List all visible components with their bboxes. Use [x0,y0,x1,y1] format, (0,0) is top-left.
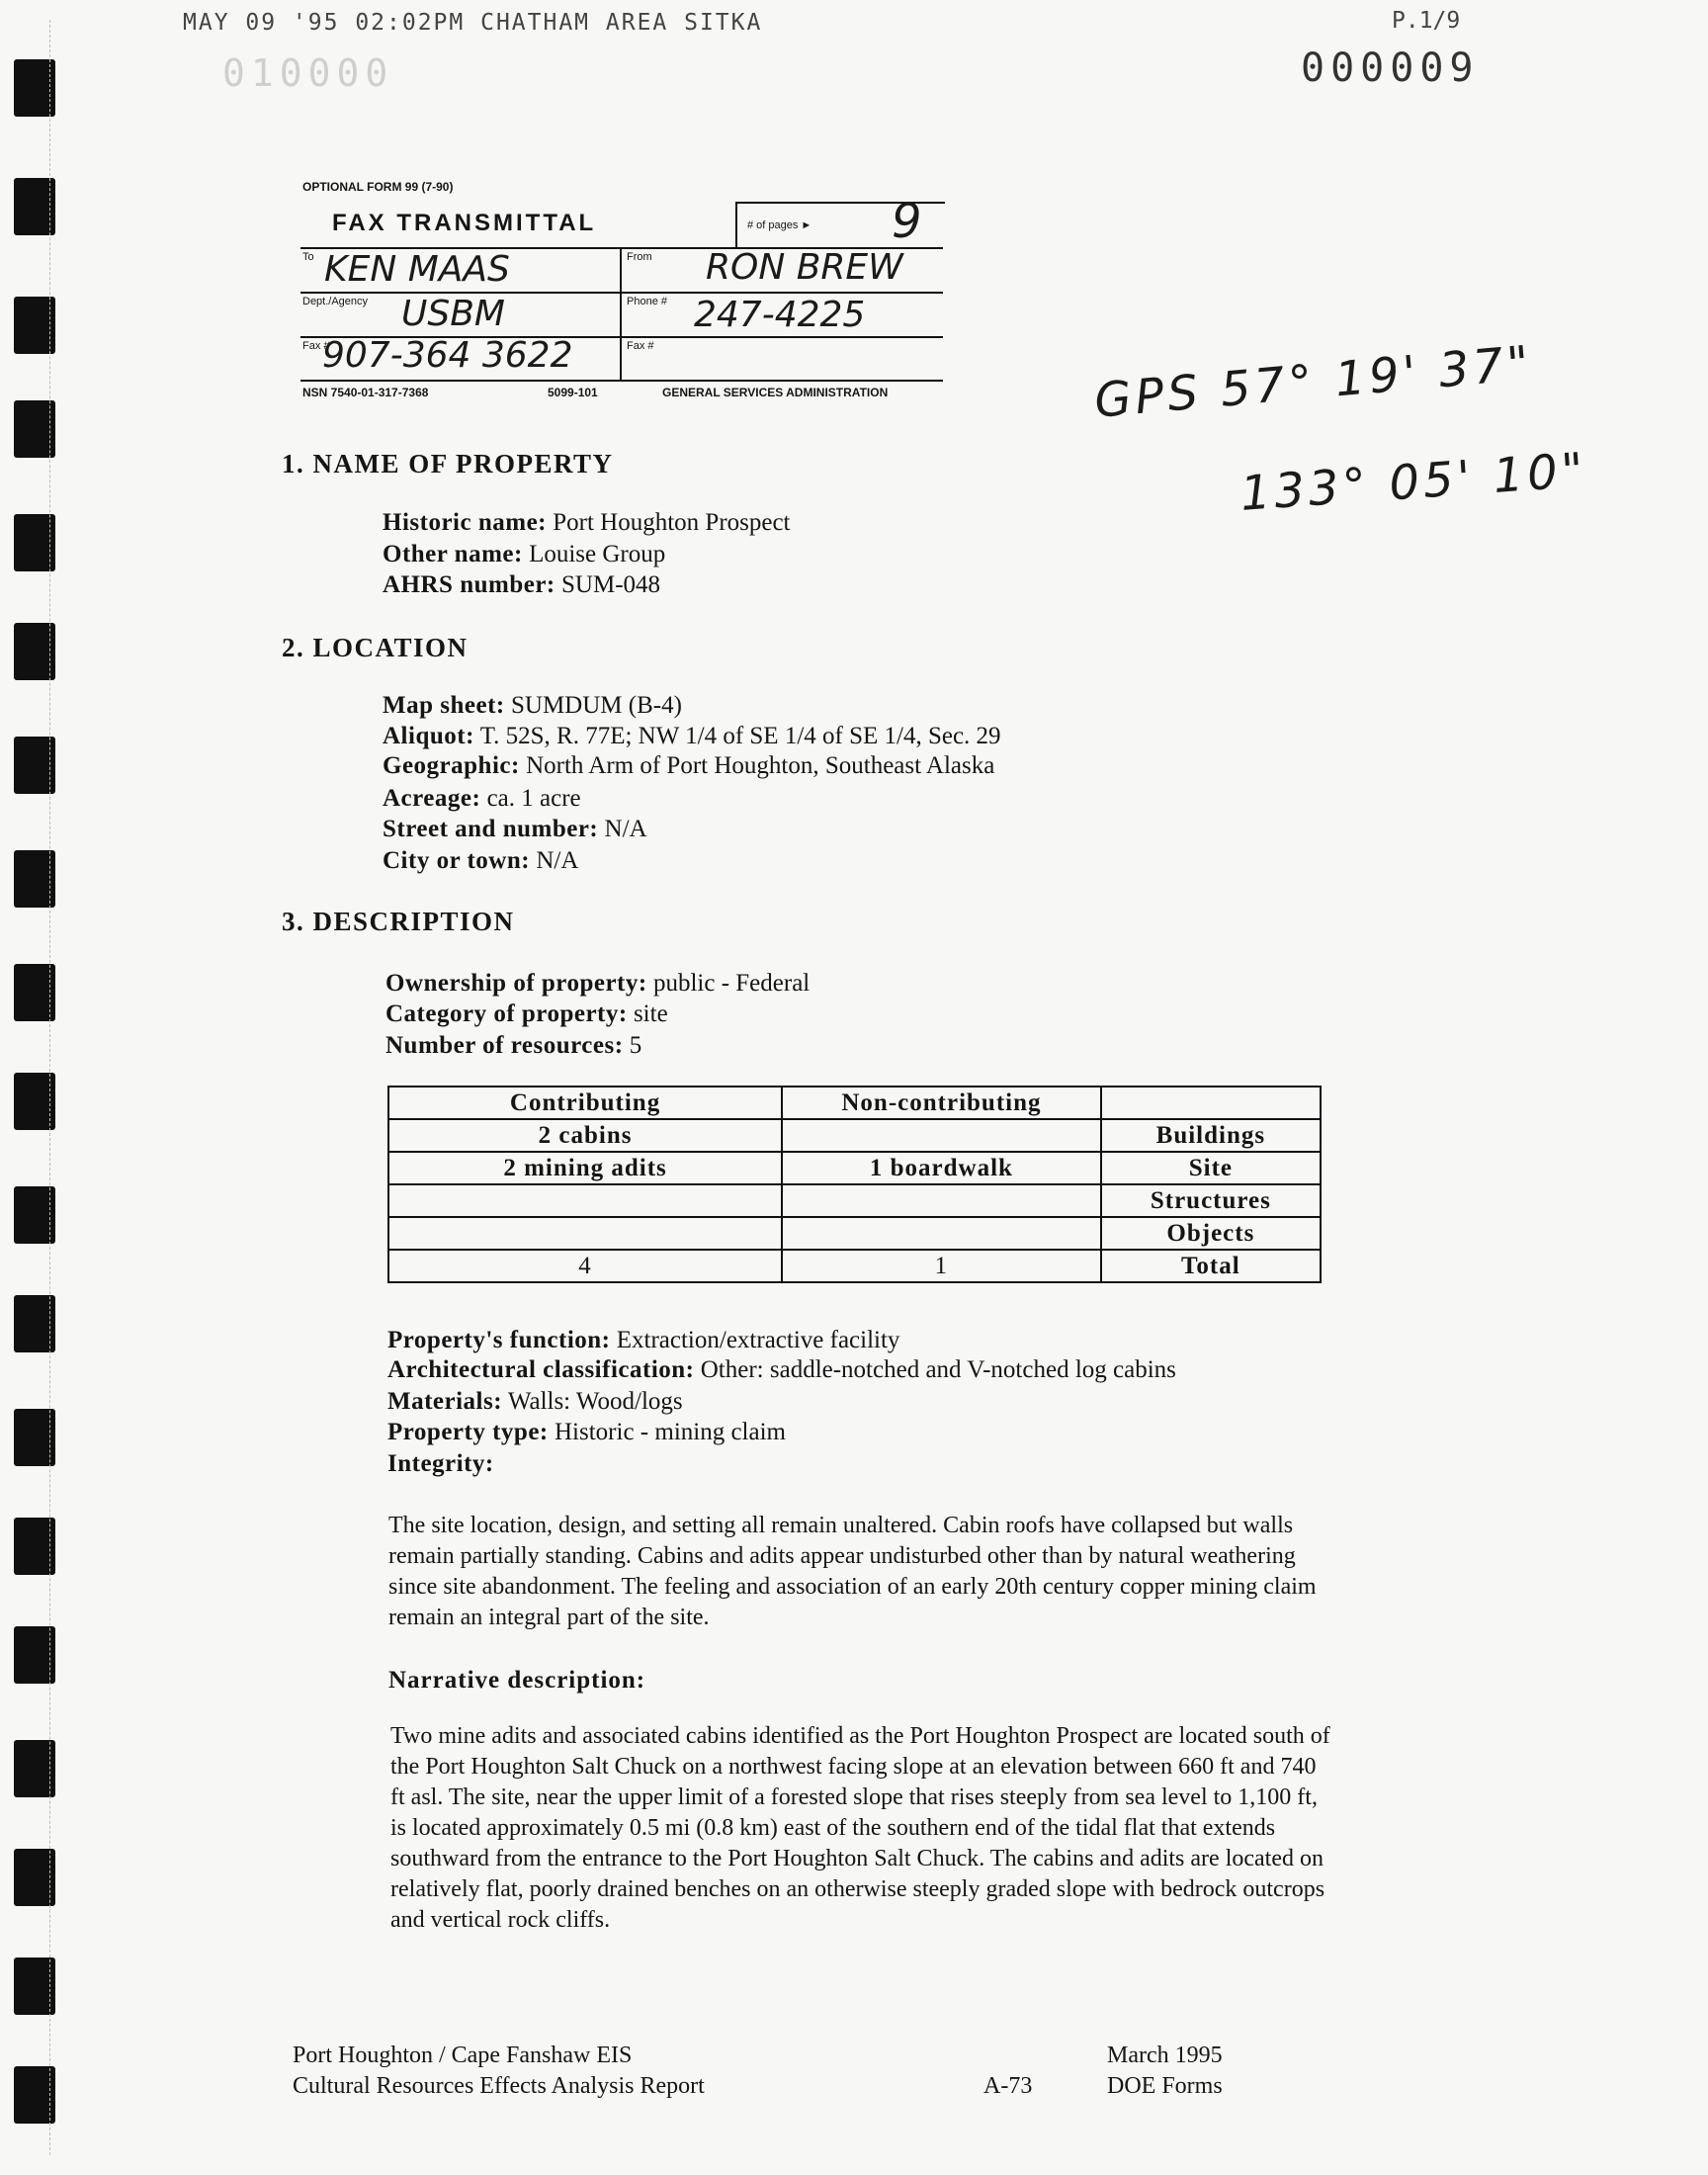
form-rule [300,380,943,382]
pages-label: # of pages ► [747,219,812,231]
section-heading-location: 2. LOCATION [282,633,469,662]
footer-report-title: Port Houghton / Cape Fanshaw EIS [293,2043,633,2068]
from-label: From [627,251,652,263]
phone-label: Phone # [627,296,667,307]
nsn-code: NSN 7540-01-317-7368 [302,386,429,399]
table-cell [388,1184,782,1217]
field-label: Map sheet: [383,692,505,719]
form-divider [620,247,622,382]
table-cell: 1 [782,1250,1101,1282]
field-label: Geographic: [383,752,520,779]
resources-table [387,1086,1322,1283]
field-label: Other name: [383,541,523,567]
paragraph-line: remain an integral part of the site. [388,1605,710,1630]
ahrs-number-field [383,569,660,600]
aliquot-field [383,721,1001,751]
fax-value: 907-364 3622 [322,335,573,376]
dept-value: USBM [401,294,505,334]
field-value: Port Houghton Prospect [553,509,791,536]
integrity-paragraph [388,1511,1466,1633]
field-value: 5 [629,1032,642,1059]
field-label: Architectural classification: [387,1356,695,1383]
geographic-field [383,750,994,781]
footer-report-subtitle: Cultural Resources Effects Analysis Report [293,2073,705,2099]
binder-holes [14,59,59,2155]
table-cell: Structures [1101,1184,1321,1217]
table-row [388,1184,1321,1217]
field-value: N/A [536,847,579,874]
narrative-paragraph [390,1721,1468,1936]
field-value: N/A [604,816,647,842]
pages-box [735,194,945,249]
field-value: SUMDUM (B-4) [510,692,682,719]
table-header: Non-contributing [782,1087,1101,1119]
field-value: SUM-048 [561,571,661,598]
field-value: site [633,1000,668,1027]
field-label: Street and number: [383,816,599,842]
table-cell: Objects [1101,1217,1321,1250]
faded-stamp: 010000 [222,51,394,95]
field-label: Materials: [387,1388,503,1415]
gps-note-line2: 133° 05' 10" [1238,442,1589,522]
footer-right [1107,2041,1223,2102]
table-cell [782,1119,1101,1152]
paragraph-line: is located approximately 0.5 mi (0.8 km) east of the southern end of the tidal flat that extends [390,1815,1276,1841]
table-cell: 4 [388,1250,782,1282]
table-row [388,1152,1321,1184]
paragraph-line: relatively flat, poorly drained benches on an otherwise steeply graded slope with bedrock outcrops [390,1876,1325,1902]
materials-field [387,1386,683,1417]
to-label: To [302,251,314,263]
from-value: RON BREW [706,247,903,288]
table-row [388,1119,1321,1152]
pages-value: 9 [892,194,922,249]
table-cell [782,1217,1101,1250]
field-value: Other: saddle-notched and V-notched log cabins [700,1356,1176,1383]
margin-rule [49,20,51,2155]
property-type-field [387,1417,786,1447]
table-header [1101,1087,1321,1119]
field-label: Aliquot: [383,723,474,749]
field-value: T. 52S, R. 77E; NW 1/4 of SE 1/4 of SE 1/4, Sec. 29 [479,723,1001,749]
paragraph-line: Two mine adits and associated cabins identified as the Port Houghton Prospect are located south of [390,1723,1330,1749]
section-heading-name: 1. NAME OF PROPERTY [282,449,614,478]
to-value: KEN MAAS [324,249,510,290]
fax-header-line: MAY 09 '95 02:02PM CHATHAM AREA SITKA [183,10,763,36]
gps-note-line1: GPS 57° 19' 37" [1092,335,1536,429]
table-row [388,1217,1321,1250]
field-value: Extraction/extractive facility [616,1327,900,1353]
optional-form-label: OPTIONAL FORM 99 (7-90) [302,180,454,194]
field-label: Property's function: [387,1327,611,1353]
narrative-heading: Narrative description: [388,1667,646,1694]
field-value: ca. 1 acre [486,785,581,812]
field-value: Walls: Wood/logs [507,1388,683,1415]
table-cell: 2 cabins [388,1119,782,1152]
paragraph-line: ft asl. The site, near the upper limit of a forested slope that rises steeply from sea level to 1,100 ft, [390,1784,1318,1810]
paragraph-line: southward from the entrance to the Port Houghton Salt Chuck. The cabins and adits are located on [390,1846,1324,1871]
resources-field [385,1030,641,1061]
footer-section: DOE Forms [1107,2073,1223,2099]
table-cell: Site [1101,1152,1321,1184]
fax2-label: Fax # [627,340,654,352]
table-cell: 2 mining adits [388,1152,782,1184]
field-label: Integrity: [387,1450,494,1477]
paragraph-line: and vertical rock cliffs. [390,1907,611,1933]
city-field [383,845,578,876]
table-cell [388,1217,782,1250]
table-cell [782,1184,1101,1217]
table-total-row [388,1250,1321,1282]
category-field [385,999,668,1029]
paragraph-line: remain partially standing. Cabins and adits appear undisturbed other than by natural weathering [388,1543,1296,1569]
paragraph-line: since site abandonment. The feeling and association of an early 20th century copper mining claim [388,1574,1317,1600]
fax-page-count: P.1/9 [1392,8,1461,34]
field-label: Number of resources: [385,1032,624,1059]
acreage-field [383,783,581,814]
field-label: Historic name: [383,509,547,536]
field-value: North Arm of Port Houghton, Southeast Alaska [526,752,995,779]
footer-page-number: A-73 [983,2073,1033,2099]
table-cell: Buildings [1101,1119,1321,1152]
map-sheet-field [383,690,682,721]
field-label: Property type: [387,1419,549,1445]
phone-value: 247-4225 [694,295,866,335]
form-code: 5099-101 [548,386,598,399]
architecture-field [387,1354,1176,1385]
dept-label: Dept./Agency [302,296,369,307]
field-label: Category of property: [385,1000,628,1027]
other-name-field [383,539,665,569]
street-field [383,814,647,844]
field-label: AHRS number: [383,571,555,598]
field-label: City or town: [383,847,531,874]
historic-name-field [383,507,791,538]
field-value: Historic - mining claim [555,1419,786,1445]
field-value: Louise Group [529,541,666,567]
field-value: public - Federal [652,970,811,997]
table-cell: Total [1101,1250,1321,1282]
fax-form-grid [300,247,943,382]
fax-transmittal-form [300,178,943,405]
section-heading-description: 3. DESCRIPTION [282,907,515,936]
gsa-label: GENERAL SERVICES ADMINISTRATION [662,386,889,399]
footer-left [293,2041,705,2102]
table-cell: 1 boardwalk [782,1152,1101,1184]
integrity-field [387,1448,494,1479]
field-label: Ownership of property: [385,970,647,997]
paragraph-line: The site location, design, and setting all remain unaltered. Cabin roofs have collapsed but walls [388,1513,1294,1538]
table-header-row [388,1087,1321,1119]
field-label: Acreage: [383,785,481,812]
table-header: Contributing [388,1087,782,1119]
fax-label: Fax # [302,340,330,352]
document-number: 000009 [1301,45,1480,91]
function-field [387,1325,899,1355]
footer-date: March 1995 [1107,2043,1223,2068]
form-rule [300,292,943,294]
ownership-field [385,968,810,999]
fax-title: FAX TRANSMITTAL [332,210,597,236]
paragraph-line: the Port Houghton Salt Chuck on a northwest facing slope at an elevation between 660 ft and 740 [390,1754,1317,1780]
